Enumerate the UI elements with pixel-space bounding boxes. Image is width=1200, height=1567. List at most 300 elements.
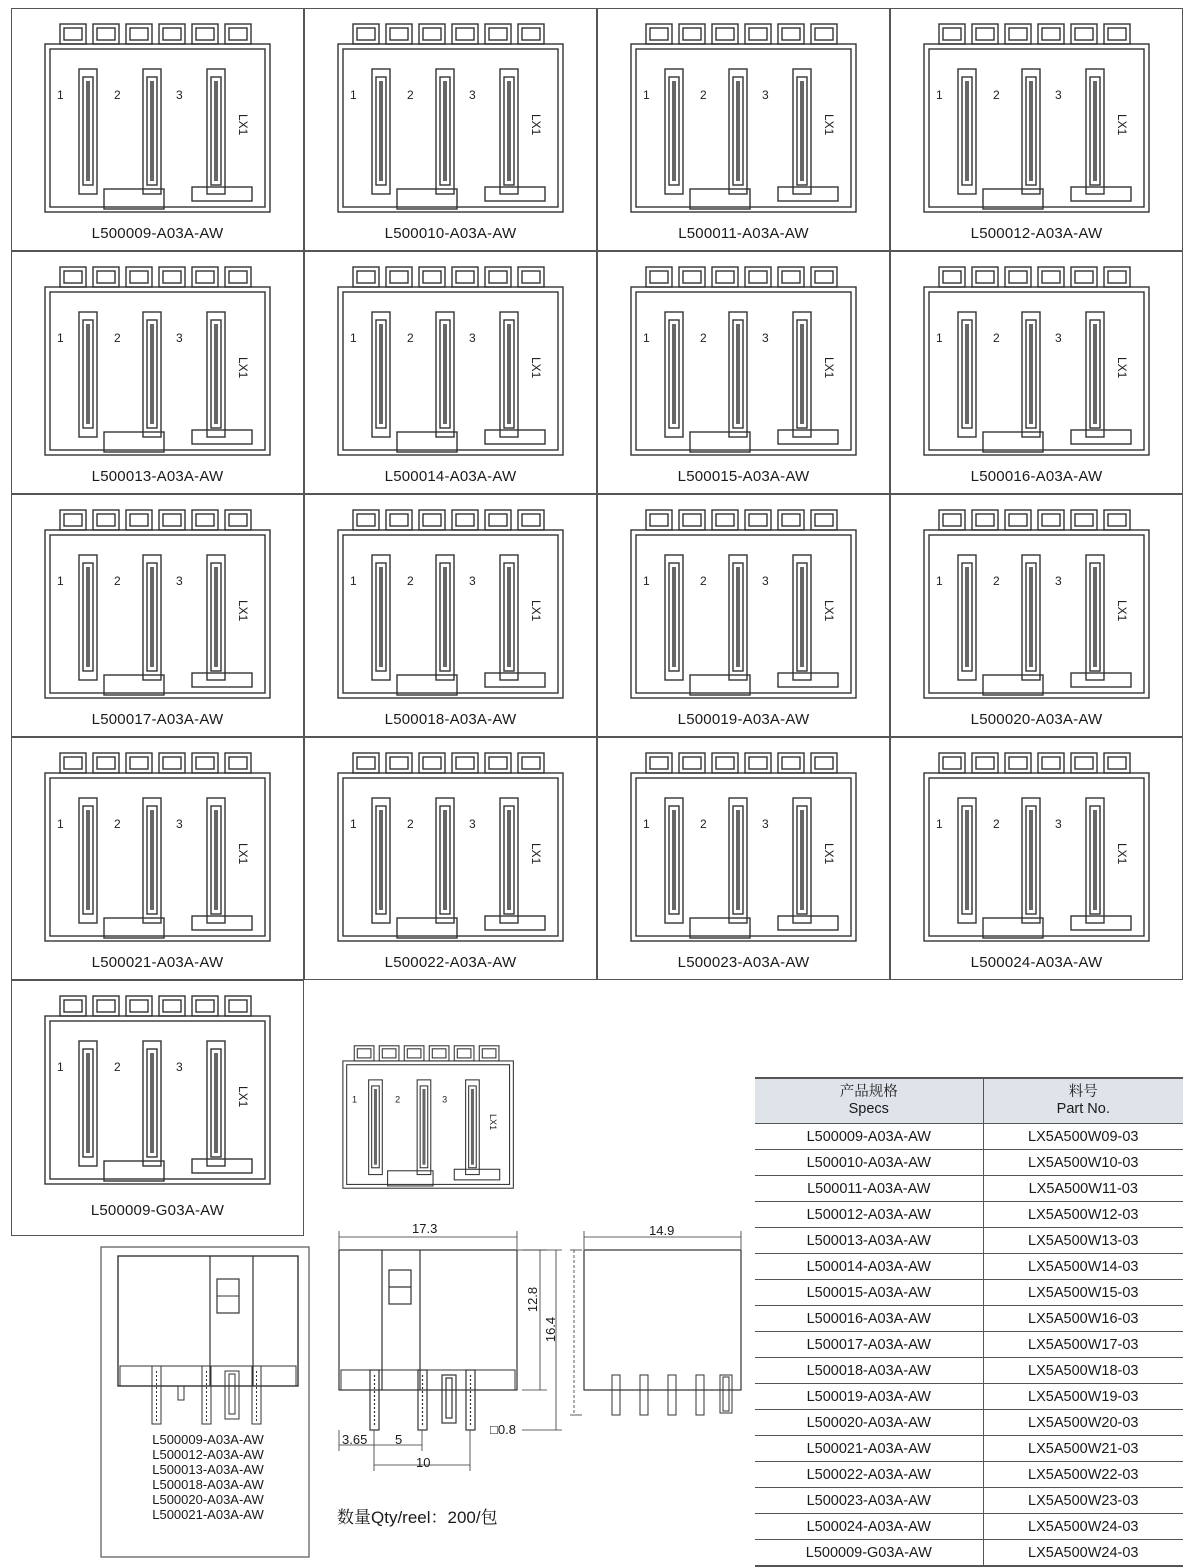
pin-label-1: 1 xyxy=(57,88,64,102)
top-latch-inner xyxy=(97,271,115,283)
bottom-key xyxy=(397,189,457,209)
side-dimension-drawing xyxy=(552,1225,747,1435)
pin-label-1: 1 xyxy=(643,574,650,588)
top-latch-inner xyxy=(407,1049,421,1058)
connector-cell xyxy=(11,8,304,251)
connector-drawing xyxy=(335,19,567,217)
part-cell: LX5A500W09-03 xyxy=(983,1124,1183,1150)
polarity-mark: LX1 xyxy=(487,1113,498,1131)
top-latch-inner xyxy=(423,28,441,40)
pin-label-3: 3 xyxy=(762,817,769,831)
top-latch-inner xyxy=(357,514,375,526)
polarity-mark: LX1 xyxy=(822,600,836,622)
top-latch-inner xyxy=(489,757,507,769)
pin-label-1: 1 xyxy=(936,574,943,588)
pin-label-2: 2 xyxy=(407,574,414,588)
connector-cell xyxy=(304,737,597,980)
top-latch-inner xyxy=(815,271,833,283)
spec-cell: L500024-A03A-AW xyxy=(755,1514,983,1540)
side-view-label: L500020-A03A-AW xyxy=(152,1492,264,1507)
connector-drawing xyxy=(42,991,274,1189)
terminal-pin xyxy=(150,81,154,181)
bottom-key xyxy=(397,918,457,938)
pin-label-1: 1 xyxy=(643,331,650,345)
bottom-key xyxy=(388,1171,433,1186)
connector-drawing xyxy=(335,748,567,946)
top-latch-inner xyxy=(163,514,181,526)
connector-drawing xyxy=(335,505,567,703)
terminal-pin xyxy=(507,324,511,424)
top-latch-inner xyxy=(163,28,181,40)
part-label: L500020-A03A-AW xyxy=(970,711,1103,728)
top-latch-inner xyxy=(782,271,800,283)
connector-drawing xyxy=(921,505,1153,703)
terminal-pin xyxy=(443,567,447,667)
terminal-pin xyxy=(1029,324,1033,424)
top-latch-inner xyxy=(97,28,115,40)
top-latch-inner xyxy=(749,28,767,40)
dim-pin: □0.8 xyxy=(490,1422,516,1437)
pin-label-1: 1 xyxy=(351,1094,358,1105)
top-latch-inner xyxy=(683,271,701,283)
pin-label-2: 2 xyxy=(114,574,121,588)
connector-cell xyxy=(597,737,890,980)
top-latch-inner xyxy=(1009,271,1027,283)
table-row xyxy=(755,1228,1183,1254)
top-latch-inner xyxy=(489,271,507,283)
top-latch-inner xyxy=(1108,514,1126,526)
terminal-pin xyxy=(443,810,447,910)
pin-label-2: 2 xyxy=(993,88,1000,102)
top-latch-inner xyxy=(1108,28,1126,40)
top-latch-inner xyxy=(749,271,767,283)
top-latch-inner xyxy=(196,28,214,40)
pin-label-3: 3 xyxy=(1055,88,1062,102)
bottom-key xyxy=(690,675,750,695)
pin-label-1: 1 xyxy=(350,331,357,345)
dim-height1: 12.8 xyxy=(525,1286,541,1313)
part-cell: LX5A500W24-03 xyxy=(983,1540,1183,1567)
connector-drawing xyxy=(42,748,274,946)
pin-label-3: 3 xyxy=(762,331,769,345)
polarity-mark: LX1 xyxy=(529,843,543,865)
top-latch-inner xyxy=(522,271,540,283)
pin-label-1: 1 xyxy=(57,331,64,345)
table-row xyxy=(755,1410,1183,1436)
top-latch-inner xyxy=(943,757,961,769)
top-latch-inner xyxy=(64,271,82,283)
pin-label-2: 2 xyxy=(407,331,414,345)
top-latch-inner xyxy=(163,1000,181,1012)
part-label: L500010-A03A-AW xyxy=(384,225,517,242)
top-latch-inner xyxy=(64,1000,82,1012)
bottom-key xyxy=(397,432,457,452)
terminal-pin xyxy=(1029,81,1033,181)
top-latch-inner xyxy=(782,757,800,769)
top-latch-inner xyxy=(130,757,148,769)
spec-cell: L500009-A03A-AW xyxy=(755,1124,983,1150)
pin-label-1: 1 xyxy=(57,1060,64,1074)
top-latch-inner xyxy=(456,28,474,40)
part-cell: LX5A500W10-03 xyxy=(983,1150,1183,1176)
terminal-pin xyxy=(965,324,969,424)
connector-cell xyxy=(890,8,1183,251)
top-latch-inner xyxy=(683,514,701,526)
top-latch-inner xyxy=(1009,514,1027,526)
top-latch-inner xyxy=(130,28,148,40)
top-latch-inner xyxy=(1042,514,1060,526)
table-row xyxy=(755,1202,1183,1228)
connector-cell xyxy=(11,737,304,980)
spec-cell: L500022-A03A-AW xyxy=(755,1462,983,1488)
pin-label-1: 1 xyxy=(643,817,650,831)
pin-label-1: 1 xyxy=(57,574,64,588)
part-label: L500018-A03A-AW xyxy=(384,711,517,728)
top-latch-inner xyxy=(1075,514,1093,526)
pin-label-2: 2 xyxy=(700,817,707,831)
pin-label-2: 2 xyxy=(114,1060,121,1074)
part-label: L500023-A03A-AW xyxy=(677,954,810,971)
terminal-pin xyxy=(1093,324,1097,424)
qty-per-reel: 数量Qty/reel：200/包 xyxy=(337,1508,498,1527)
terminal-pin xyxy=(86,1053,90,1153)
bottom-key xyxy=(104,918,164,938)
pin-label-1: 1 xyxy=(350,88,357,102)
pin-label-2: 2 xyxy=(407,88,414,102)
terminal-pin xyxy=(800,81,804,181)
part-cell: LX5A500W22-03 xyxy=(983,1462,1183,1488)
top-latch-inner xyxy=(390,28,408,40)
top-latch-inner xyxy=(943,271,961,283)
top-latch-inner xyxy=(650,28,668,40)
connector-cell xyxy=(11,251,304,494)
pin-label-1: 1 xyxy=(936,88,943,102)
bottom-key xyxy=(397,675,457,695)
terminal-pin xyxy=(443,81,447,181)
top-latch-inner xyxy=(1075,757,1093,769)
terminal-pin xyxy=(1029,810,1033,910)
table-row xyxy=(755,1384,1183,1410)
pin-label-2: 2 xyxy=(114,817,121,831)
terminal-pin xyxy=(736,324,740,424)
spec-cell: L500012-A03A-AW xyxy=(755,1202,983,1228)
terminal-pin xyxy=(736,81,740,181)
top-latch-inner xyxy=(163,757,181,769)
top-latch-inner xyxy=(456,271,474,283)
connector-cell xyxy=(890,251,1183,494)
part-label: L500017-A03A-AW xyxy=(91,711,224,728)
terminal-pin xyxy=(150,810,154,910)
terminal-pin xyxy=(379,81,383,181)
polarity-mark: LX1 xyxy=(1115,600,1129,622)
top-latch-inner xyxy=(782,514,800,526)
top-latch-inner xyxy=(1075,271,1093,283)
table-row xyxy=(755,1540,1183,1567)
terminal-pin xyxy=(965,567,969,667)
table-row xyxy=(755,1280,1183,1306)
pin-label-2: 2 xyxy=(114,331,121,345)
terminal-pin xyxy=(379,324,383,424)
terminal-pin xyxy=(672,81,676,181)
top-latch-inner xyxy=(1009,28,1027,40)
top-latch-inner xyxy=(196,1000,214,1012)
top-latch-inner xyxy=(457,1049,471,1058)
terminal-pin xyxy=(443,324,447,424)
connector-drawing xyxy=(42,19,274,217)
part-label: L500019-A03A-AW xyxy=(677,711,810,728)
spec-header: 产品规格 Specs xyxy=(755,1078,983,1124)
side-view-label: L500009-A03A-AW xyxy=(152,1432,264,1447)
connector-drawing xyxy=(42,505,274,703)
top-latch-inner xyxy=(432,1049,446,1058)
terminal-pin xyxy=(507,810,511,910)
top-latch-inner xyxy=(1108,757,1126,769)
table-row xyxy=(755,1462,1183,1488)
bottom-key xyxy=(983,918,1043,938)
top-latch-inner xyxy=(716,757,734,769)
connector-cell xyxy=(304,494,597,737)
polarity-mark: LX1 xyxy=(529,600,543,622)
top-latch-inner xyxy=(456,757,474,769)
top-latch-inner xyxy=(1042,271,1060,283)
top-latch-inner xyxy=(357,271,375,283)
top-latch-inner xyxy=(456,514,474,526)
top-latch-inner xyxy=(64,514,82,526)
bottom-key xyxy=(104,432,164,452)
table-row xyxy=(755,1176,1183,1202)
top-latch-inner xyxy=(357,757,375,769)
bottom-key xyxy=(983,189,1043,209)
terminal-pin xyxy=(965,810,969,910)
polarity-mark: LX1 xyxy=(236,843,250,865)
part-label: L500016-A03A-AW xyxy=(970,468,1103,485)
top-latch-inner xyxy=(423,271,441,283)
top-latch-inner xyxy=(229,271,247,283)
pin-label-3: 3 xyxy=(1055,331,1062,345)
top-latch-inner xyxy=(943,514,961,526)
top-latch-inner xyxy=(196,271,214,283)
part-cell: LX5A500W11-03 xyxy=(983,1176,1183,1202)
top-latch-inner xyxy=(976,514,994,526)
table-row xyxy=(755,1436,1183,1462)
pin-label-3: 3 xyxy=(469,88,476,102)
top-latch-inner xyxy=(97,757,115,769)
terminal-pin xyxy=(1093,567,1097,667)
top-latch-inner xyxy=(650,757,668,769)
terminal-pin xyxy=(214,324,218,424)
top-latch-inner xyxy=(976,271,994,283)
terminal-pin xyxy=(86,810,90,910)
pin-label-2: 2 xyxy=(700,331,707,345)
top-latch-inner xyxy=(650,271,668,283)
connector-cell xyxy=(11,494,304,737)
table-row xyxy=(755,1124,1183,1150)
top-latch-inner xyxy=(390,271,408,283)
pin-label-2: 2 xyxy=(993,331,1000,345)
top-latch-inner xyxy=(482,1049,496,1058)
pin-label-3: 3 xyxy=(176,331,183,345)
top-latch-inner xyxy=(64,757,82,769)
table-row xyxy=(755,1332,1183,1358)
terminal-pin xyxy=(150,1053,154,1153)
spec-cell: L500021-A03A-AW xyxy=(755,1436,983,1462)
dim-span: 10 xyxy=(416,1455,431,1470)
part-label: L500015-A03A-AW xyxy=(677,468,810,485)
terminal-pin xyxy=(471,1089,474,1165)
pin-label-2: 2 xyxy=(395,1094,401,1105)
pin-label-3: 3 xyxy=(176,1060,183,1074)
part-label: L500009-G03A-AW xyxy=(90,1202,225,1219)
connector-drawing xyxy=(628,262,860,460)
terminal-pin xyxy=(736,567,740,667)
spec-table xyxy=(755,1077,1183,1567)
top-latch-inner xyxy=(390,514,408,526)
spec-cell: L500009-G03A-AW xyxy=(755,1540,983,1567)
polarity-mark: LX1 xyxy=(822,843,836,865)
pin-label-2: 2 xyxy=(114,88,121,102)
spec-cell: L500013-A03A-AW xyxy=(755,1228,983,1254)
side-view-label: L500012-A03A-AW xyxy=(152,1447,264,1462)
terminal-pin xyxy=(672,810,676,910)
terminal-pin xyxy=(214,1053,218,1153)
top-latch-inner xyxy=(1108,271,1126,283)
dim-offset: 3.65 xyxy=(342,1432,368,1447)
part-cell: LX5A500W23-03 xyxy=(983,1488,1183,1514)
terminal-pin xyxy=(214,810,218,910)
top-latch-inner xyxy=(229,1000,247,1012)
top-latch-inner xyxy=(522,514,540,526)
terminal-pin xyxy=(507,81,511,181)
top-view-drawing xyxy=(337,1042,520,1192)
pin-label-1: 1 xyxy=(350,574,357,588)
top-latch-inner xyxy=(97,1000,115,1012)
spec-cell: L500019-A03A-AW xyxy=(755,1384,983,1410)
top-latch-inner xyxy=(522,28,540,40)
bottom-key xyxy=(104,675,164,695)
pin-label-3: 3 xyxy=(469,817,476,831)
top-latch-inner xyxy=(489,28,507,40)
spec-cell: L500020-A03A-AW xyxy=(755,1410,983,1436)
top-latch-inner xyxy=(716,514,734,526)
bottom-key xyxy=(104,1161,164,1181)
top-latch-inner xyxy=(196,514,214,526)
top-latch-inner xyxy=(64,28,82,40)
bottom-key xyxy=(983,432,1043,452)
terminal-pin xyxy=(86,567,90,667)
part-cell: LX5A500W13-03 xyxy=(983,1228,1183,1254)
pin-label-1: 1 xyxy=(57,817,64,831)
connector-cell xyxy=(597,8,890,251)
polarity-mark: LX1 xyxy=(236,1086,250,1108)
connector-drawing xyxy=(921,19,1153,217)
table-header-row xyxy=(755,1078,1183,1124)
part-cell: LX5A500W24-03 xyxy=(983,1514,1183,1540)
side-view-label: L500021-A03A-AW xyxy=(152,1507,264,1522)
top-latch-inner xyxy=(815,757,833,769)
polarity-mark: LX1 xyxy=(236,357,250,379)
terminal-pin xyxy=(965,81,969,181)
part-label: L500014-A03A-AW xyxy=(384,468,517,485)
pin-label-3: 3 xyxy=(176,574,183,588)
polarity-mark: LX1 xyxy=(1115,114,1129,136)
top-latch-inner xyxy=(749,757,767,769)
top-latch-inner xyxy=(382,1049,396,1058)
top-latch-inner xyxy=(943,28,961,40)
top-latch-inner xyxy=(716,28,734,40)
connector-drawing xyxy=(628,19,860,217)
top-latch-inner xyxy=(522,757,540,769)
spec-cell: L500018-A03A-AW xyxy=(755,1358,983,1384)
connector-cell xyxy=(304,251,597,494)
pin-label-3: 3 xyxy=(469,331,476,345)
pin-label-3: 3 xyxy=(762,88,769,102)
connector-drawing xyxy=(335,262,567,460)
spec-cell: L500017-A03A-AW xyxy=(755,1332,983,1358)
terminal-pin xyxy=(379,810,383,910)
connector-cell xyxy=(597,251,890,494)
top-latch-inner xyxy=(1075,28,1093,40)
terminal-pin xyxy=(86,324,90,424)
terminal-pin xyxy=(1029,567,1033,667)
pin-label-2: 2 xyxy=(700,574,707,588)
spec-cell: L500023-A03A-AW xyxy=(755,1488,983,1514)
pin-label-3: 3 xyxy=(1055,817,1062,831)
bottom-key xyxy=(690,432,750,452)
terminal-pin xyxy=(150,567,154,667)
polarity-mark: LX1 xyxy=(236,114,250,136)
terminal-pin xyxy=(736,810,740,910)
top-latch-inner xyxy=(130,271,148,283)
polarity-mark: LX1 xyxy=(822,357,836,379)
top-latch-inner xyxy=(229,757,247,769)
pin-label-3: 3 xyxy=(469,574,476,588)
part-cell: LX5A500W20-03 xyxy=(983,1410,1183,1436)
pin-label-1: 1 xyxy=(350,817,357,831)
connector-cell xyxy=(890,737,1183,980)
terminal-pin xyxy=(672,567,676,667)
table-row xyxy=(755,1254,1183,1280)
connector-drawing xyxy=(921,748,1153,946)
terminal-pin xyxy=(800,810,804,910)
top-latch-inner xyxy=(357,1049,371,1058)
dim-width: 17.3 xyxy=(412,1221,438,1236)
spec-cell: L500015-A03A-AW xyxy=(755,1280,983,1306)
polarity-mark: LX1 xyxy=(1115,357,1129,379)
top-latch-inner xyxy=(815,514,833,526)
top-latch-inner xyxy=(130,1000,148,1012)
polarity-mark: LX1 xyxy=(529,357,543,379)
pin-label-2: 2 xyxy=(407,817,414,831)
top-latch-inner xyxy=(683,28,701,40)
part-header: 料号 Part No. xyxy=(983,1078,1183,1124)
terminal-pin xyxy=(86,81,90,181)
part-label: L500021-A03A-AW xyxy=(91,954,224,971)
top-latch-inner xyxy=(815,28,833,40)
terminal-pin xyxy=(374,1089,377,1165)
side-view-label: L500018-A03A-AW xyxy=(152,1477,264,1492)
top-latch-inner xyxy=(683,757,701,769)
terminal-pin xyxy=(672,324,676,424)
table-row xyxy=(755,1514,1183,1540)
dim-pitch: 5 xyxy=(395,1432,403,1447)
polarity-mark: LX1 xyxy=(1115,843,1129,865)
spec-cell: L500011-A03A-AW xyxy=(755,1176,983,1202)
top-latch-inner xyxy=(196,757,214,769)
bottom-key xyxy=(983,675,1043,695)
polarity-mark: LX1 xyxy=(529,114,543,136)
terminal-pin xyxy=(800,567,804,667)
part-label: L500022-A03A-AW xyxy=(384,954,517,971)
